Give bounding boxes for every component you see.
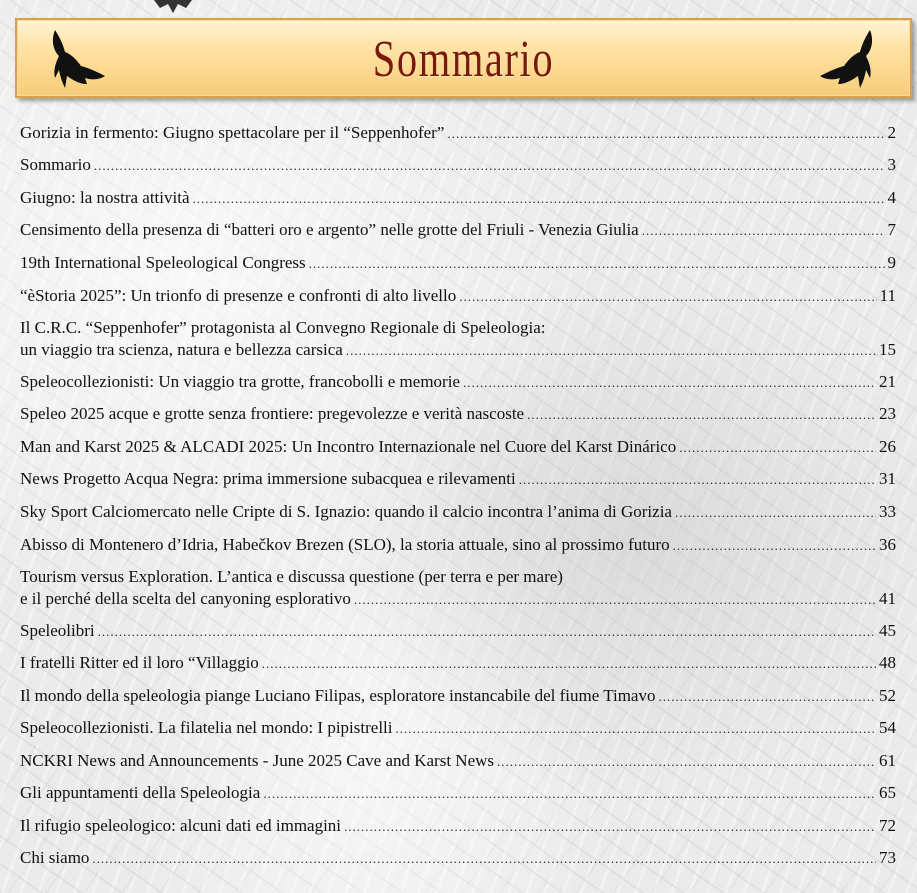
toc-entry-page: 23: [879, 404, 896, 423]
dot-leader: [94, 155, 885, 177]
dot-leader: [527, 404, 876, 426]
dot-leader: [497, 751, 876, 773]
toc-entry[interactable]: [20, 285, 896, 308]
toc-entry-page: 65: [879, 783, 896, 802]
toc-entry[interactable]: [20, 501, 896, 524]
dot-leader: [98, 621, 876, 643]
toc-entry-title: un viaggio tra scienza, natura e bellezza carsica: [20, 340, 343, 359]
toc-entry-title: 19th International Speleological Congress: [20, 253, 306, 272]
toc-entry-title: Il rifugio speleologico: alcuni dati ed immagini: [20, 816, 342, 835]
toc-entry-page: 9: [887, 253, 896, 272]
toc-entry-title: Abisso di Montenero d’Idria, Habečkov Brezen (SLO), la storia attuale, sino al prossimo futuro: [20, 535, 670, 554]
toc-entry-title: Sky Sport Calciomercato nelle Cripte di S. Ignazio: quando il calcio incontra l’anima di Gorizia: [20, 502, 672, 521]
toc-entry-page: 45: [879, 621, 896, 640]
dot-leader: [519, 469, 876, 491]
dot-leader: [354, 589, 876, 611]
toc-entry-title: Man and Karst 2025 & ALCADI 2025: Un Incontro Internazionale nel Cuore del Karst Dinárico: [20, 437, 677, 456]
dot-leader: [344, 816, 876, 838]
toc-entry[interactable]: [20, 187, 896, 210]
bat-icon-left: [29, 26, 107, 96]
dot-leader: [193, 188, 885, 210]
toc-entry-title: Giugno: la nostra attività: [20, 188, 190, 207]
toc-entry[interactable]: [20, 468, 896, 491]
toc-entry[interactable]: [20, 122, 896, 145]
dot-leader: [459, 286, 876, 308]
toc-entry-page: 73: [879, 848, 896, 867]
toc-entry-title: Speleocollezionisti. La filatelia nel mondo: I pipistrelli: [20, 718, 393, 737]
toc-entry-page: 36: [879, 535, 896, 554]
toc-entry[interactable]: [20, 403, 896, 426]
toc-entry[interactable]: [20, 154, 896, 177]
toc-entry[interactable]: [20, 815, 896, 838]
toc-entry[interactable]: [20, 782, 896, 805]
toc-entry[interactable]: [20, 717, 896, 740]
toc-entry[interactable]: [20, 566, 896, 611]
dot-leader: [679, 437, 876, 459]
toc-entry-page: 26: [879, 437, 896, 456]
toc-entry-page: 48: [879, 653, 896, 672]
toc-entry-page: 4: [887, 188, 896, 207]
toc-entry[interactable]: [20, 371, 896, 394]
toc-entry[interactable]: [20, 847, 896, 870]
dot-leader: [642, 220, 885, 242]
toc-entry[interactable]: [20, 620, 896, 643]
toc-entry-page: 15: [879, 340, 896, 359]
toc-entry-page: 61: [879, 751, 896, 770]
toc-entry-title: Gli appuntamenti della Speleologia: [20, 783, 261, 802]
toc-entry-page: 7: [887, 220, 896, 239]
toc-entry-page: 54: [879, 718, 896, 737]
dot-leader: [263, 783, 876, 805]
toc-entry[interactable]: [20, 685, 896, 708]
toc-entry-page: 11: [879, 286, 896, 305]
toc-entry-title: Censimento della presenza di “batteri oro e argento” nelle grotte del Friuli - Venezia Giulia: [20, 220, 639, 239]
toc-entry-title: Gorizia in fermento: Giugno spettacolare per il “Seppenhofer”: [20, 123, 445, 142]
toc-entry[interactable]: [20, 534, 896, 557]
dot-leader: [309, 253, 885, 275]
dot-leader: [396, 718, 877, 740]
toc-entry-page: 33: [879, 502, 896, 521]
toc-entry[interactable]: [20, 436, 896, 459]
toc-entry-page: 52: [879, 686, 896, 705]
top-ornament-icon: [152, 0, 194, 14]
toc-entry-page: 21: [879, 372, 896, 391]
dot-leader: [346, 340, 876, 362]
toc-entry-title: News Progetto Acqua Negra: prima immersione subacquea e rilevamenti: [20, 469, 516, 488]
toc-entry-page: 72: [879, 816, 896, 835]
page-title: Sommario: [372, 31, 555, 88]
toc-entry[interactable]: [20, 219, 896, 242]
dot-leader: [447, 123, 884, 145]
toc-entry-title: Il mondo della speleologia piange Luciano Filipas, esploratore instancabile del fiume Timavo: [20, 686, 656, 705]
toc-entry[interactable]: [20, 252, 896, 275]
toc-entry-page: 31: [879, 469, 896, 488]
toc-entry[interactable]: [20, 652, 896, 675]
toc-entry[interactable]: [20, 750, 896, 773]
toc-entry-title: Speleolibri: [20, 621, 95, 640]
title-banner: [15, 18, 912, 98]
toc-entry-title: I fratelli Ritter ed il loro “Villaggio: [20, 653, 259, 672]
toc-entry-title-line1: Il C.R.C. “Seppenhofer” protagonista al Convegno Regionale di Speleologia:: [20, 318, 546, 337]
dot-leader: [675, 502, 876, 524]
toc-entry[interactable]: [20, 317, 896, 362]
dot-leader: [262, 653, 876, 675]
dot-leader: [463, 372, 876, 394]
toc-entry-title: Sommario: [20, 155, 91, 174]
toc-entry-page: 41: [879, 589, 896, 608]
toc-entry-title: Speleo 2025 acque e grotte senza frontiere: pregevolezze e verità nascoste: [20, 404, 525, 423]
toc-entry-title: “èStoria 2025”: Un trionfo di presenze e confronti di alto livello: [20, 286, 457, 305]
toc-entry-title: e il perché della scelta del canyoning esplorativo: [20, 589, 351, 608]
dot-leader: [673, 535, 876, 557]
toc-entry-page: 3: [887, 155, 896, 174]
toc-entry-title: Speleocollezionisti: Un viaggio tra grotte, francobolli e memorie: [20, 372, 460, 391]
toc-entry-title: Chi siamo: [20, 848, 90, 867]
toc-entry-title: NCKRI News and Announcements - June 2025 Cave and Karst News: [20, 751, 495, 770]
toc-entry-page: 2: [887, 123, 896, 142]
toc-entry-title-line1: Tourism versus Exploration. L’antica e discussa questione (per terra e per mare): [20, 567, 563, 586]
dot-leader: [658, 686, 876, 708]
dot-leader: [92, 848, 876, 870]
bat-icon-right: [818, 26, 896, 96]
